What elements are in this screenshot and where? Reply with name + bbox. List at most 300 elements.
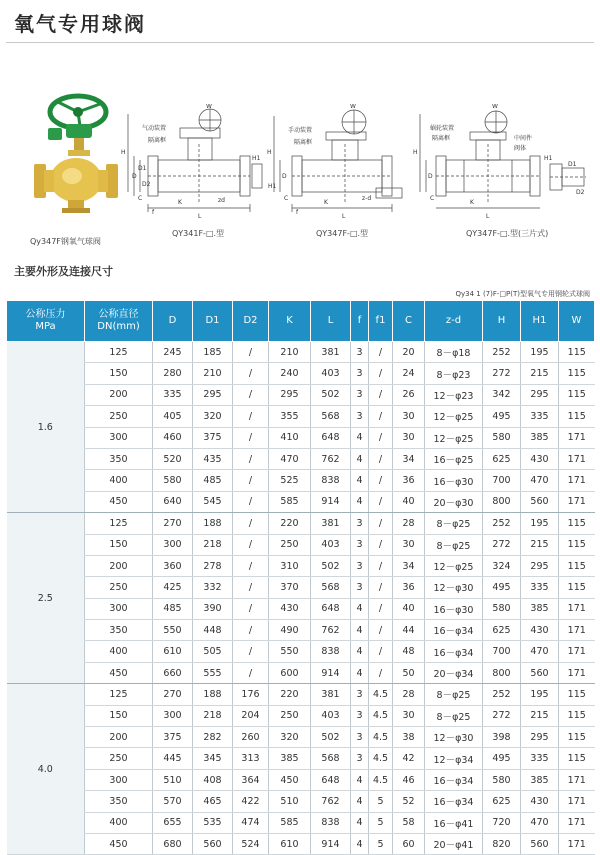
table-cell: 48 — [393, 641, 425, 662]
table-cell: 3 — [351, 513, 369, 534]
table-cell: / — [369, 534, 393, 555]
table-cell: / — [369, 598, 393, 619]
drawing1-caption: QY341F-□.型 — [172, 229, 225, 238]
table-cell: 550 — [153, 620, 193, 641]
table-cell: / — [233, 363, 269, 384]
table-cell: 320 — [269, 727, 311, 748]
table-cell: 470 — [521, 641, 559, 662]
table-cell: 250 — [85, 406, 153, 427]
table-cell: / — [233, 598, 269, 619]
table-cell: 448 — [193, 620, 233, 641]
table-cell: 58 — [393, 812, 425, 833]
table-cell: 700 — [483, 641, 521, 662]
table-cell: 115 — [559, 534, 595, 555]
table-cell: 450 — [269, 769, 311, 790]
table-cell: 240 — [269, 363, 311, 384]
table-row — [7, 491, 595, 512]
table-cell: 350 — [85, 620, 153, 641]
table-cell: 495 — [483, 577, 521, 598]
table-cell: 245 — [153, 342, 193, 363]
table-cell: 3 — [351, 342, 369, 363]
table-cell: 430 — [269, 598, 311, 619]
table-cell: 220 — [269, 513, 311, 534]
table-cell: 550 — [269, 641, 311, 662]
table-cell: 115 — [559, 705, 595, 726]
table-cell: 171 — [559, 833, 595, 854]
table-cell: 272 — [483, 363, 521, 384]
table-cell: 625 — [483, 620, 521, 641]
table-cell: 295 — [521, 727, 559, 748]
table-cell: 282 — [193, 727, 233, 748]
table-row — [7, 598, 595, 619]
drawing2-label-d: D — [282, 173, 287, 180]
table-cell: 252 — [483, 513, 521, 534]
table-cell: 914 — [311, 491, 351, 512]
table-cell: / — [369, 491, 393, 512]
table-cell: 40 — [393, 491, 425, 512]
table-cell: 16－φ34 — [425, 769, 483, 790]
table-cell: 375 — [193, 427, 233, 448]
table-cell: 470 — [269, 448, 311, 469]
drawing3-label-c: C — [430, 195, 435, 202]
table-cell: 403 — [311, 363, 351, 384]
table-cell: 115 — [559, 727, 595, 748]
table-cell: 272 — [483, 534, 521, 555]
table-row — [7, 833, 595, 854]
table-cell: 580 — [483, 427, 521, 448]
table-cell: 270 — [153, 513, 193, 534]
drawing2-label-manual: 手动装置 — [288, 127, 313, 134]
table-cell: 3 — [351, 705, 369, 726]
drawing-qy347f — [266, 104, 406, 224]
table-cell: 16－φ30 — [425, 598, 483, 619]
table-cell: 350 — [85, 448, 153, 469]
table-cell: 38 — [393, 727, 425, 748]
table-cell: / — [369, 427, 393, 448]
table-cell: 364 — [233, 769, 269, 790]
table-cell: 320 — [193, 406, 233, 427]
table-cell: 5 — [369, 812, 393, 833]
table-cell: 171 — [559, 491, 595, 512]
table-cell: / — [233, 641, 269, 662]
column-header: 公称直径 DN(mm) — [85, 301, 153, 342]
table-cell: / — [369, 620, 393, 641]
table-row — [7, 427, 595, 448]
table-cell: 125 — [85, 684, 153, 705]
table-cell: 36 — [393, 470, 425, 491]
table-cell: 5 — [369, 833, 393, 854]
table-cell: / — [369, 577, 393, 598]
drawing1-label-f: f — [152, 209, 155, 216]
table-cell: 195 — [521, 342, 559, 363]
table-cell: 655 — [153, 812, 193, 833]
table-cell: / — [233, 534, 269, 555]
drawing3-label-d: D — [428, 173, 433, 180]
table-row — [7, 748, 595, 769]
table-cell: 34 — [393, 448, 425, 469]
table-cell: / — [233, 384, 269, 405]
table-cell: 4.5 — [369, 684, 393, 705]
table-cell: / — [233, 491, 269, 512]
table-cell: 300 — [153, 534, 193, 555]
table-cell: 30 — [393, 705, 425, 726]
drawing3-label-l: L — [486, 213, 490, 220]
table-cell: 260 — [233, 727, 269, 748]
table-cell: 115 — [559, 363, 595, 384]
table-cell: 385 — [521, 427, 559, 448]
table-cell: 4.5 — [369, 769, 393, 790]
table-cell: 171 — [559, 448, 595, 469]
table-cell: 648 — [311, 769, 351, 790]
table-cell: 46 — [393, 769, 425, 790]
table-cell: 12－φ30 — [425, 727, 483, 748]
table-cell: 150 — [85, 534, 153, 555]
table-row — [7, 577, 595, 598]
dimensions-table — [6, 300, 595, 855]
table-cell: 4 — [351, 833, 369, 854]
table-cell: 210 — [269, 342, 311, 363]
table-cell: / — [369, 662, 393, 683]
table-cell: 648 — [311, 427, 351, 448]
table-cell: 4 — [351, 598, 369, 619]
table-cell: / — [369, 384, 393, 405]
drawing1-label-d1: D1 — [138, 165, 147, 172]
table-cell: 403 — [311, 534, 351, 555]
table-cell: 4.5 — [369, 705, 393, 726]
table-cell: 171 — [559, 427, 595, 448]
table-cell: 171 — [559, 812, 595, 833]
table-cell: 195 — [521, 684, 559, 705]
table-cell: 381 — [311, 684, 351, 705]
table-cell: 450 — [85, 662, 153, 683]
table-cell: / — [233, 662, 269, 683]
table-cell: 16－φ30 — [425, 470, 483, 491]
table-cell: 30 — [393, 534, 425, 555]
table-row — [7, 384, 595, 405]
table-cell: 450 — [85, 491, 153, 512]
table-cell: 171 — [559, 598, 595, 619]
table-cell: 24 — [393, 363, 425, 384]
table-row — [7, 342, 595, 363]
table-cell: 252 — [483, 684, 521, 705]
table-cell: 12－φ25 — [425, 555, 483, 576]
drawing1-label-d: D — [132, 173, 137, 180]
table-cell: 335 — [521, 406, 559, 427]
table-cell: 8－φ25 — [425, 534, 483, 555]
drawing1-label-h: H — [121, 149, 126, 156]
table-cell: 16－φ34 — [425, 641, 483, 662]
table-cell: 410 — [269, 427, 311, 448]
table-cell: 580 — [153, 470, 193, 491]
drawing2-label-f: f — [296, 209, 299, 216]
table-cell: 42 — [393, 748, 425, 769]
table-cell: 430 — [521, 448, 559, 469]
table-cell: 171 — [559, 620, 595, 641]
table-cell: 800 — [483, 662, 521, 683]
drawing2-label-c: C — [284, 195, 289, 202]
table-cell: 510 — [153, 769, 193, 790]
table-cell: 450 — [85, 833, 153, 854]
column-header: D2 — [233, 301, 269, 342]
table-row — [7, 705, 595, 726]
table-cell: 460 — [153, 427, 193, 448]
table-cell: / — [233, 470, 269, 491]
table-cell: / — [369, 363, 393, 384]
table-cell: 545 — [193, 491, 233, 512]
table-cell: 502 — [311, 555, 351, 576]
table-cell: 4.5 — [369, 727, 393, 748]
table-cell: 470 — [521, 470, 559, 491]
table-row — [7, 769, 595, 790]
drawing2-label-h: H — [267, 149, 272, 156]
drawing3-label-worm: 蜗轮装置 — [430, 125, 455, 132]
drawing3-label-body: 阀体 — [514, 145, 527, 152]
table-cell: 30 — [393, 427, 425, 448]
table-cell: 8－φ25 — [425, 705, 483, 726]
table-cell: 720 — [483, 812, 521, 833]
table-cell: / — [233, 427, 269, 448]
table-cell: 215 — [521, 363, 559, 384]
table-cell: 555 — [193, 662, 233, 683]
table-cell: 5 — [369, 791, 393, 812]
drawing3-label-d2: D2 — [576, 189, 585, 196]
drawing3-label-d1: D1 — [568, 161, 577, 168]
table-cell: 8－φ18 — [425, 342, 483, 363]
table-cell: 218 — [193, 534, 233, 555]
drawing3-label-h: H — [413, 149, 418, 156]
table-cell: 350 — [85, 791, 153, 812]
drawing1-label-l: L — [198, 213, 202, 220]
table-cell: 568 — [311, 406, 351, 427]
table-cell: 762 — [311, 620, 351, 641]
table-cell: / — [233, 406, 269, 427]
table-cell: 40 — [393, 598, 425, 619]
table-cell: 3 — [351, 748, 369, 769]
table-cell: 385 — [521, 598, 559, 619]
table-cell: 568 — [311, 577, 351, 598]
table-cell: 295 — [521, 384, 559, 405]
table-cell: 580 — [483, 769, 521, 790]
table-cell: 150 — [85, 363, 153, 384]
drawing2-label-h1: H1 — [268, 183, 277, 190]
table-cell: 20－φ30 — [425, 491, 483, 512]
table-cell: 44 — [393, 620, 425, 641]
table-cell: 115 — [559, 577, 595, 598]
table-cell: 20 — [393, 342, 425, 363]
column-header: 公称压力 MPa — [7, 301, 85, 342]
table-cell: 115 — [559, 513, 595, 534]
drawing1-label-actuator: 气动装置 — [142, 125, 167, 132]
table-cell: 400 — [85, 641, 153, 662]
column-header: L — [311, 301, 351, 342]
table-cell: 3 — [351, 727, 369, 748]
table-note: Qy34 1 (7)F-□P(T)型氧气专用钢轮式球阀 — [455, 290, 590, 298]
table-cell: 278 — [193, 555, 233, 576]
table-cell: 36 — [393, 577, 425, 598]
table-row — [7, 684, 595, 705]
table-row — [7, 791, 595, 812]
table-cell: 220 — [269, 684, 311, 705]
table-cell: 560 — [193, 833, 233, 854]
table-cell: 385 — [521, 769, 559, 790]
table-cell: 914 — [311, 833, 351, 854]
table-cell: 405 — [153, 406, 193, 427]
table-cell: 28 — [393, 513, 425, 534]
column-header: D — [153, 301, 193, 342]
table-row — [7, 470, 595, 491]
table-cell: 4 — [351, 427, 369, 448]
table-cell: 342 — [483, 384, 521, 405]
table-cell: 3 — [351, 363, 369, 384]
table-cell: 115 — [559, 384, 595, 405]
table-cell: 8－φ23 — [425, 363, 483, 384]
table-cell: 535 — [193, 812, 233, 833]
table-cell: 525 — [269, 470, 311, 491]
table-cell: 345 — [193, 748, 233, 769]
table-cell: 3 — [351, 406, 369, 427]
drawing2-label-l: L — [342, 213, 346, 220]
photo-caption: Qy347F钢氧气球阀 — [30, 237, 101, 246]
table-cell: 115 — [559, 748, 595, 769]
page-title: 氧气专用球阀 — [14, 12, 146, 36]
table-cell: 610 — [153, 641, 193, 662]
table-cell: 560 — [521, 491, 559, 512]
table-cell: 4 — [351, 491, 369, 512]
table-cell: 600 — [269, 662, 311, 683]
table-cell: / — [233, 577, 269, 598]
table-cell: 660 — [153, 662, 193, 683]
table-cell: 185 — [193, 342, 233, 363]
table-cell: 4 — [351, 620, 369, 641]
drawing-qy347f-three-piece — [410, 104, 594, 224]
drawing3-label-k: K — [470, 199, 474, 206]
table-cell: 470 — [521, 812, 559, 833]
table-row — [7, 448, 595, 469]
table-cell: 310 — [269, 555, 311, 576]
drawing1-label-k: K — [178, 199, 182, 206]
table-cell: 188 — [193, 684, 233, 705]
table-cell: 195 — [521, 513, 559, 534]
table-cell: 335 — [521, 748, 559, 769]
table-cell: 215 — [521, 534, 559, 555]
table-cell: 914 — [311, 662, 351, 683]
table-cell: 4 — [351, 448, 369, 469]
table-cell: 430 — [521, 620, 559, 641]
table-row — [7, 812, 595, 833]
table-cell: 171 — [559, 662, 595, 683]
table-cell: 60 — [393, 833, 425, 854]
table-cell: / — [369, 470, 393, 491]
table-cell: 16－φ25 — [425, 448, 483, 469]
drawing3-caption: QY347F-□.型(三片式) — [466, 229, 549, 238]
table-cell: 838 — [311, 641, 351, 662]
table-cell: 176 — [233, 684, 269, 705]
table-cell: 381 — [311, 342, 351, 363]
table-cell: 838 — [311, 470, 351, 491]
table-cell: 495 — [483, 748, 521, 769]
table-row — [7, 620, 595, 641]
table-cell: / — [369, 448, 393, 469]
table-cell: 125 — [85, 513, 153, 534]
table-cell: 445 — [153, 748, 193, 769]
table-cell: 332 — [193, 577, 233, 598]
table-cell: 215 — [521, 705, 559, 726]
table-cell: 762 — [311, 791, 351, 812]
table-cell: 295 — [269, 384, 311, 405]
table-cell: / — [233, 342, 269, 363]
table-cell: 300 — [85, 769, 153, 790]
table-body — [7, 342, 595, 855]
table-cell: 680 — [153, 833, 193, 854]
table-cell: 403 — [311, 705, 351, 726]
table-cell: 300 — [85, 427, 153, 448]
table-cell: 30 — [393, 406, 425, 427]
column-header: D1 — [193, 301, 233, 342]
table-cell: 16－φ34 — [425, 620, 483, 641]
table-cell: 280 — [153, 363, 193, 384]
title-divider — [6, 42, 594, 43]
table-cell: 485 — [193, 470, 233, 491]
table-cell: 381 — [311, 513, 351, 534]
table-cell: 4 — [351, 812, 369, 833]
table-cell: 150 — [85, 705, 153, 726]
drawing1-label-h1: H1 — [252, 155, 261, 162]
table-cell: 8－φ25 — [425, 513, 483, 534]
table-row — [7, 662, 595, 683]
drawing-qy341f — [118, 104, 266, 224]
drawing2-label-isolation: 隔离框 — [294, 139, 313, 146]
column-header: H — [483, 301, 521, 342]
table-cell: 204 — [233, 705, 269, 726]
table-cell: 52 — [393, 791, 425, 812]
table-cell: / — [233, 620, 269, 641]
table-cell: 188 — [193, 513, 233, 534]
table-cell: 560 — [521, 833, 559, 854]
table-cell: 115 — [559, 342, 595, 363]
valve-photo — [28, 92, 118, 232]
drawing2-label-w: W — [350, 104, 356, 110]
table-cell: 210 — [193, 363, 233, 384]
table-row — [7, 406, 595, 427]
table-cell: 502 — [311, 384, 351, 405]
table-cell: 640 — [153, 491, 193, 512]
table-cell: 520 — [153, 448, 193, 469]
drawing2-label-k: K — [324, 199, 328, 206]
table-cell: 4.5 — [369, 748, 393, 769]
column-header: K — [269, 301, 311, 342]
table-cell: 200 — [85, 727, 153, 748]
table-cell: 324 — [483, 555, 521, 576]
table-cell: 3 — [351, 555, 369, 576]
table-cell: 335 — [153, 384, 193, 405]
table-cell: 800 — [483, 491, 521, 512]
table-cell: 295 — [193, 384, 233, 405]
table-cell: 570 — [153, 791, 193, 812]
table-cell: 8－φ25 — [425, 684, 483, 705]
table-cell: 4 — [351, 662, 369, 683]
table-row — [7, 534, 595, 555]
table-cell: 505 — [193, 641, 233, 662]
table-cell: 115 — [559, 406, 595, 427]
column-header: H1 — [521, 301, 559, 342]
drawing1-label-isolation: 隔离框 — [148, 137, 167, 144]
table-cell: 50 — [393, 662, 425, 683]
table-cell: 422 — [233, 791, 269, 812]
table-cell: 313 — [233, 748, 269, 769]
table-cell: 585 — [269, 491, 311, 512]
table-cell: 510 — [269, 791, 311, 812]
table-cell: 171 — [559, 791, 595, 812]
